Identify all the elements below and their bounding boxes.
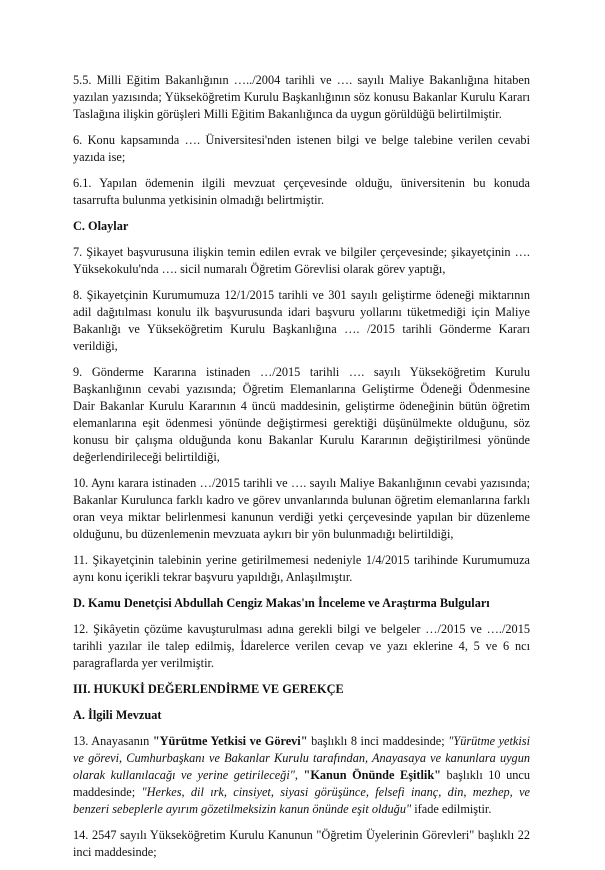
heading-hukuki-degerlendirme: III. HUKUKİ DEĞERLENDİRME VE GEREKÇE (73, 682, 344, 696)
p13-bold-2: "Kanun Önünde Eşitlik" (303, 768, 442, 782)
paragraph-7: 7. Şikayet başvurusuna ilişkin temin edilen evrak ve bilgiler çerçevesinde; şikayetçinin …. Yüksekokulu'nda …. sicil numaralı Öğretim Görevlisi olarak görev yaptığı, (73, 245, 530, 276)
p13-italic-1: "Yürütme yetkisi ve görevi, Cumhurbaşkanı ve Bakanlar Kurulu tarafından, Anayasaya ve kanunlara uygun olarak kullanılacağı ve yerine getirileceği" (73, 734, 530, 782)
paragraph-10: 10. Aynı karara istinaden …/2015 tarihli ve …. sayılı Maliye Bakanlığının cevabi yazısında; Bakanlar Kurulunca farklı kadro ve görev unvanlarında bulunan öğretim elemanlarına farklı oran veya miktar belirlenmesi kanunun verdiği yetki çerçevesinde yapılan bir düzenleme olduğunu, bu düzenlemenin mevzuata aykırı bir yön bulunmadığı belirtildiği, (73, 476, 530, 541)
p13-bold-1: "Yürütme Yetkisi ve Görevi" (152, 734, 308, 748)
paragraph-6-1: 6.1. Yapılan ödemenin ilgili mevzuat çerçevesinde olduğu, üniversitenin bu konuda tasarrufta bulunma yetkisinin olmadığı belirtmiştir. (73, 176, 530, 207)
p13-text-1: 13. Anayasanın (73, 734, 153, 748)
p13-text-5: ifade edilmiştir. (411, 802, 492, 816)
paragraph-9: 9. Gönderme Kararına istinaden …/2015 tarihli …. sayılı Yükseköğretim Kurulu Başkanlığının cevabi yazısında; Öğretim Elemanlarına Geliştirme Ödeneği Ödenmesine Dair Bakanlar Kurulu Kararının 4 üncü maddesinin, geliştirme ödeneğinin bütün öğretim elemanlarına eşit ödenmesi yönünde değiştirmesi gerektiği düşünülmekte olduğunu, söz konusu bir çalışma olduğunda konu Bakanlar Kurulu Kararının değiştirilmesi yönünde değerlendirileceği belirtildiği, (73, 365, 530, 464)
p13-text-2: başlıklı 8 inci maddesinde; (307, 734, 449, 748)
paragraph-5-5: 5.5. Milli Eğitim Bakanlığının …../2004 tarihli ve …. sayılı Maliye Bakanlığına hitaben yazılan yazısında; Yükseköğretim Kurulu Başkanlığının söz konusu Bakanlar Kurulu Kararı Taslağına ilişkin görüşleri Milli Eğitim Bakanlığınca da uygun görüldüğü belirtilmiştir. (73, 73, 530, 121)
heading-ilgili-mevzuat: A. İlgili Mevzuat (73, 708, 162, 722)
p13-text-4: başlıklı 10 uncu maddesinde; (73, 768, 530, 799)
paragraph-13 (73, 733, 530, 818)
paragraph-6: 6. Konu kapsamında …. Üniversitesi'nden istenen bilgi ve belge talebine verilen cevabi yazıda ise; (73, 133, 530, 164)
heading-kamu-denetcisi: D. Kamu Denetçisi Abdullah Cengiz Makas'ın İnceleme ve Araştırma Bulguları (73, 596, 490, 610)
heading-olaylar: C. Olaylar (73, 219, 129, 233)
paragraph-14: 14. 2547 sayılı Yükseköğretim Kurulu Kanunun "Öğretim Üyelerinin Görevleri" başlıklı 22 inci maddesinde; (73, 828, 530, 859)
p13-italic-2: "Herkes, dil ırk, cinsiyet, siyasi görüşünce, felsefi inanç, din, mezhep, ve benzeri sebeplerle ayırım gözetilmeksizin kanun önünde eşit olduğu" (73, 785, 530, 816)
paragraph-12: 12. Şikâyetin çözüme kavuşturulması adına gerekli bilgi ve belgeler …/2015 ve …./2015 tarihli yazılar ile talep edilmiş, İdarelerce verilen cevap ve yazı eklerine 4, 5 ve 6 ncı paragraflarda yer verilmiştir. (73, 622, 530, 670)
paragraph-11: 11. Şikayetçinin talebinin yerine getirilmemesi nedeniyle 1/4/2015 tarihinde Kurumumuza aynı konu içerikli tekrar başvuru yapıldığı, Anlaşılmıştır. (73, 553, 530, 584)
p13-text-3: , (294, 768, 304, 782)
document-body (73, 72, 530, 870)
paragraph-8: 8. Şikayetçinin Kurumumuza 12/1/2015 tarihli ve 301 sayılı geliştirme ödeneği miktarının adil dağıtılması konulu ilk başvurusunda idari başvuru yollarını tüketmediği için Maliye Bakanlığı ve Yükseköğretim Kurulu Başkanlığına …. /2015 tarihli Gönderme Kararı verildiği, (73, 288, 530, 353)
